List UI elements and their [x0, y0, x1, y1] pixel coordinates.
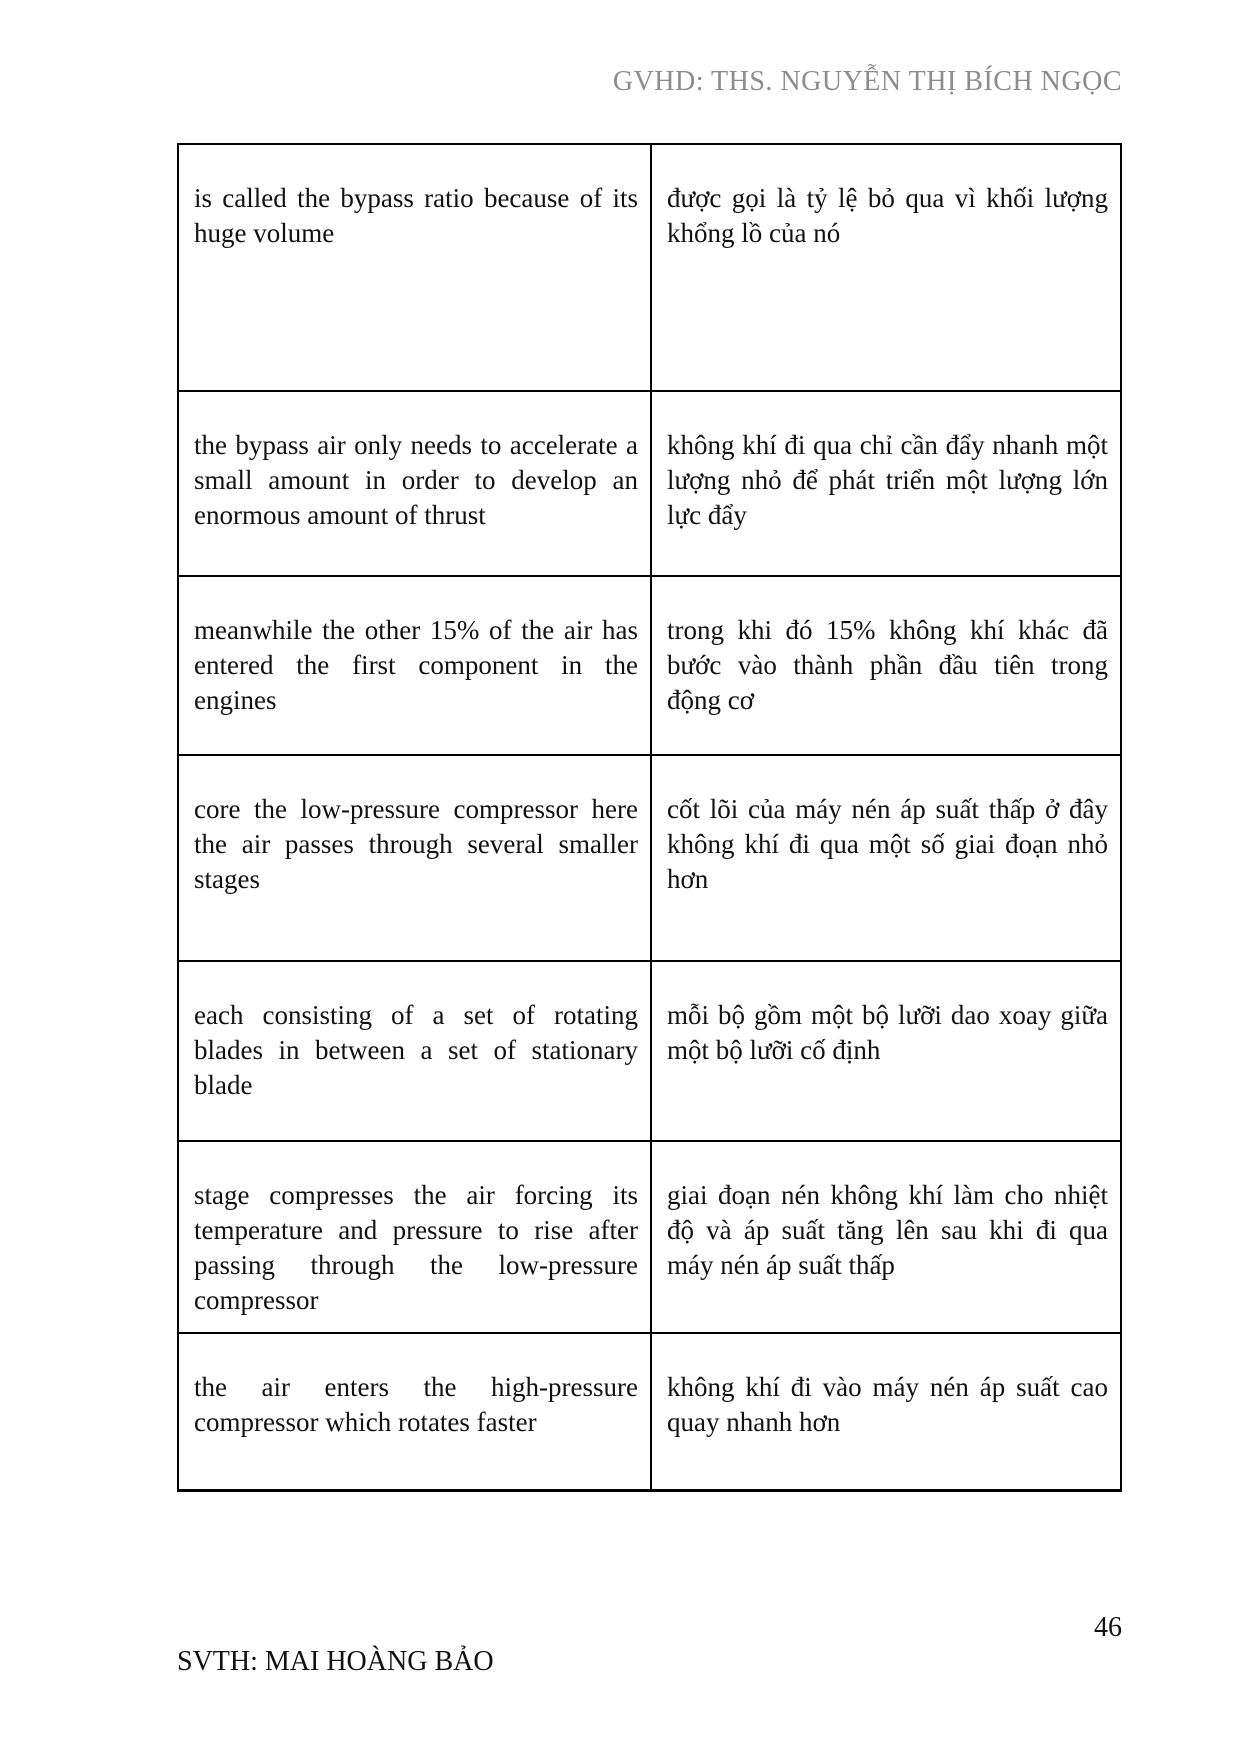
table-cell-vietnamese: được gọi là tỷ lệ bỏ qua vì khối lượng khổng lồ của nó — [667, 183, 1108, 248]
table-cell-english: each consisting of a set of rotating blades in between a set of stationary blade — [179, 962, 652, 1140]
table-cell-vietnamese: mỗi bộ gồm một bộ lưỡi dao xoay giữa một bộ lưỡi cố định — [667, 1000, 1108, 1065]
table-cell-vietnamese: giai đoạn nén không khí làm cho nhiệt độ và áp suất tăng lên sau khi đi qua máy nén áp suất thấp — [667, 1180, 1108, 1280]
table-row — [179, 1140, 1120, 1332]
table-row — [179, 575, 1120, 754]
table-row — [179, 754, 1120, 960]
document-footer-student: SVTH: MAI HOÀNG BẢO — [177, 1646, 494, 1677]
table-cell-english: is called the bypass ratio because of its huge volume — [179, 145, 652, 390]
table-cell-vietnamese: không khí đi vào máy nén áp suất cao quay nhanh hơn — [667, 1372, 1108, 1437]
table-cell-english: core the low-pressure compressor here the air passes through several smaller stages — [179, 756, 652, 960]
page-number: 46 — [1094, 1612, 1122, 1643]
table-cell-english: stage compresses the air forcing its temperature and pressure to rise after passing through the low-pressure compressor — [179, 1142, 652, 1332]
table-cell-english: meanwhile the other 15% of the air has entered the first component in the engines — [179, 577, 652, 754]
table-row — [179, 145, 1120, 390]
table-cell-english: the bypass air only needs to accelerate a small amount in order to develop an enormous amount of thrust — [179, 392, 652, 575]
table-cell-vietnamese: cốt lõi của máy nén áp suất thấp ở đây không khí đi qua một số giai đoạn nhỏ hơn — [667, 794, 1108, 894]
table-row — [179, 1332, 1120, 1489]
table-row — [179, 960, 1120, 1140]
table-cell-vietnamese: trong khi đó 15% không khí khác đã bước vào thành phần đầu tiên trong động cơ — [667, 615, 1108, 715]
table-cell-english: the air enters the high-pressure compressor which rotates faster — [179, 1334, 652, 1489]
document-header-supervisor: GVHD: THS. NGUYỄN THỊ BÍCH NGỌC — [612, 66, 1122, 97]
table-row — [179, 390, 1120, 575]
table-cell-vietnamese: không khí đi qua chỉ cần đẩy nhanh một lượng nhỏ để phát triển một lượng lớn lực đẩy — [667, 430, 1108, 530]
translation-table — [177, 143, 1122, 1492]
